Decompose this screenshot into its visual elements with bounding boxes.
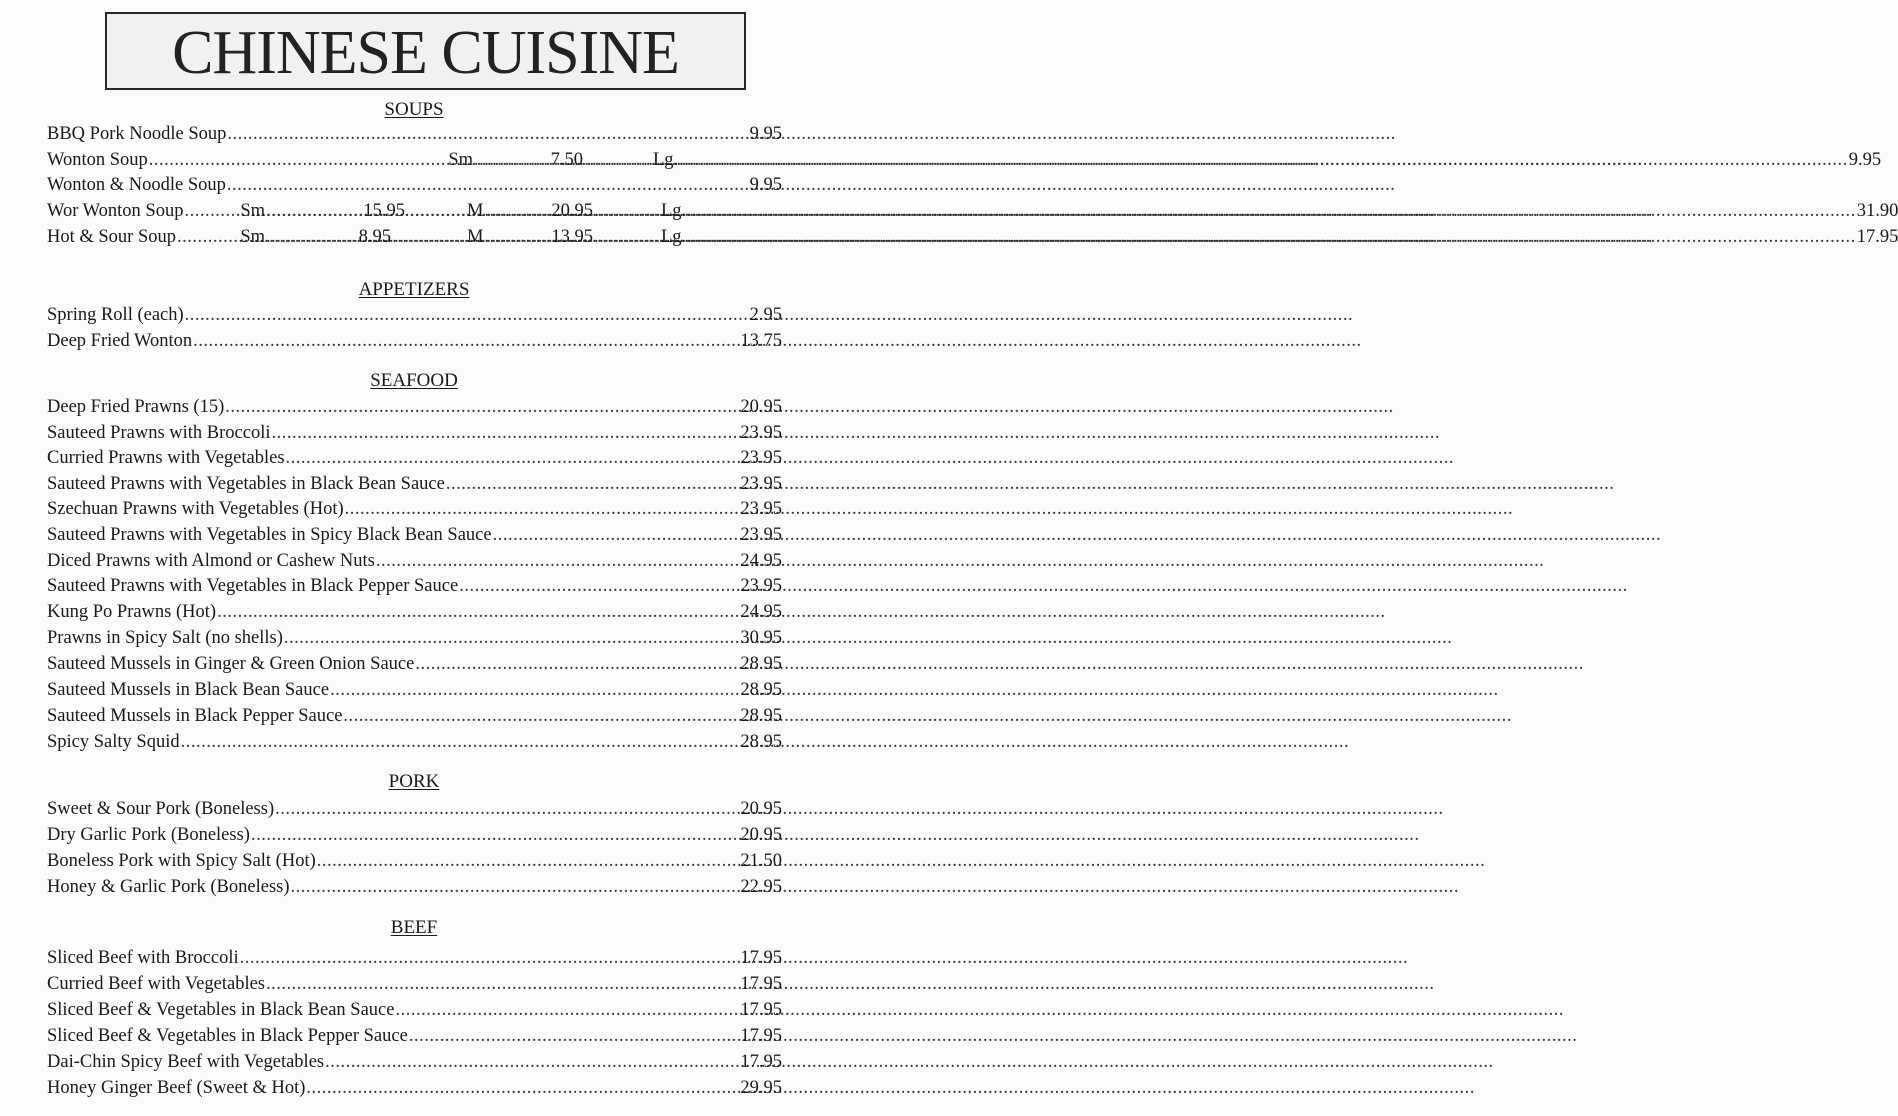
menu-item xyxy=(47,626,782,650)
price-sm: 7.50 xyxy=(550,150,583,170)
item-price: 17.95 xyxy=(740,1000,782,1020)
leader-dots xyxy=(240,946,740,970)
item-price: 28.95 xyxy=(740,706,782,726)
item-name: Sliced Beef & Vegetables in Black Bean Sauce xyxy=(47,1000,395,1020)
menu-item xyxy=(47,523,782,547)
leader-dots xyxy=(227,173,749,197)
menu-item xyxy=(47,199,1898,223)
leader-dots xyxy=(459,574,739,598)
size-label-lg: Lg. xyxy=(661,227,687,247)
item-name: Wonton Soup xyxy=(47,150,148,170)
section-heading-beef: BEEF xyxy=(390,917,438,938)
menu-item xyxy=(47,446,782,470)
item-price: 13.75 xyxy=(740,331,782,351)
leader-dots xyxy=(687,225,1856,249)
item-name: Spicy Salty Squid xyxy=(47,732,180,752)
menu-item xyxy=(47,497,782,521)
item-name: Hot & Sour Soup xyxy=(47,227,177,247)
menu-item xyxy=(47,998,782,1022)
item-name: Sauteed Prawns with Vegetables in Spicy Black Bean Sauce xyxy=(47,525,492,545)
leader-dots xyxy=(266,972,739,996)
item-name: Sauteed Prawns with Vegetables in Black Bean Sauce xyxy=(47,474,445,494)
item-price: 23.95 xyxy=(740,576,782,596)
menu-item xyxy=(47,678,782,702)
leader-dots xyxy=(284,626,740,650)
leader-dots xyxy=(317,849,740,873)
leader-dots xyxy=(446,472,740,496)
item-price: 17.95 xyxy=(740,948,782,968)
item-price: 23.95 xyxy=(740,525,782,545)
menu-item xyxy=(47,173,782,197)
item-price: 20.95 xyxy=(740,397,782,417)
item-price: 20.95 xyxy=(740,799,782,819)
menu-item xyxy=(47,600,782,624)
price-m: 13.95 xyxy=(551,227,593,247)
menu-item xyxy=(47,1076,782,1100)
item-name: Kung Po Prawns (Hot) xyxy=(47,602,217,622)
menu-item xyxy=(47,549,782,573)
item-name: Deep Fried Prawns (15) xyxy=(47,397,225,417)
menu-item xyxy=(47,574,782,598)
size-label-m: M xyxy=(467,201,484,221)
size-label-lg: Lg. xyxy=(661,201,687,221)
item-price: 9.95 xyxy=(749,175,782,195)
item-name: Sauteed Mussels in Black Bean Sauce xyxy=(47,680,330,700)
menu-item xyxy=(47,1024,782,1048)
leader-dots xyxy=(484,225,550,249)
item-name: Diced Prawns with Almond or Cashew Nuts xyxy=(47,551,375,571)
item-price: 17.95 xyxy=(740,1026,782,1046)
leader-dots xyxy=(181,730,740,754)
leader-dots xyxy=(345,497,740,521)
item-name: BBQ Pork Noodle Soup xyxy=(47,124,227,144)
leader-dots xyxy=(217,600,739,624)
leader-dots xyxy=(409,1024,740,1048)
item-name: Prawns in Spicy Salt (no shells) xyxy=(47,628,283,648)
item-name: Dry Garlic Pork (Boneless) xyxy=(47,825,250,845)
item-price: 9.95 xyxy=(749,124,782,144)
item-price: 24.95 xyxy=(740,551,782,571)
item-price: 28.95 xyxy=(740,732,782,752)
leader-dots xyxy=(395,998,739,1022)
leader-dots xyxy=(474,148,550,172)
menu-item xyxy=(47,875,782,899)
menu-item xyxy=(47,797,782,821)
section-heading-pork: PORK xyxy=(388,771,440,792)
item-name: Wonton & Noodle Soup xyxy=(47,175,226,195)
leader-dots xyxy=(325,1050,739,1074)
menu-item xyxy=(47,704,782,728)
price-sm: 15.95 xyxy=(363,201,405,221)
item-name: Honey Ginger Beef (Sweet & Hot) xyxy=(47,1078,306,1098)
item-price: 17.95 xyxy=(740,1052,782,1072)
leader-dots xyxy=(275,797,739,821)
item-name: Sweet & Sour Pork (Boneless) xyxy=(47,799,275,819)
leader-dots xyxy=(484,199,550,223)
size-label-lg: Lg. xyxy=(653,150,679,170)
menu-item xyxy=(47,946,782,970)
price-lg: 9.95 xyxy=(1848,150,1882,170)
leader-dots xyxy=(193,329,739,353)
menu-item xyxy=(47,421,782,445)
menu-item xyxy=(47,472,782,496)
price-m: 20.95 xyxy=(551,201,593,221)
menu-item xyxy=(47,148,1882,172)
item-price: 23.95 xyxy=(740,474,782,494)
item-name: Dai-Chin Spicy Beef with Vegetables xyxy=(47,1052,325,1072)
item-price: 23.95 xyxy=(740,448,782,468)
size-label-sm: Sm xyxy=(448,150,473,170)
leader-dots xyxy=(251,823,739,847)
leader-dots xyxy=(225,395,739,419)
leader-dots xyxy=(177,225,239,249)
item-name: Curried Prawns with Vegetables xyxy=(47,448,285,468)
menu-item xyxy=(47,972,782,996)
size-label-sm: Sm xyxy=(240,227,265,247)
item-price: 24.95 xyxy=(740,602,782,622)
leader-dots xyxy=(330,678,739,702)
leader-dots xyxy=(184,199,239,223)
leader-dots xyxy=(227,122,748,146)
price-lg: 17.95 xyxy=(1856,227,1898,247)
leader-dots xyxy=(286,446,740,470)
leader-dots xyxy=(185,303,749,327)
menu-title-box xyxy=(105,12,746,90)
menu-item xyxy=(47,303,782,327)
menu-item xyxy=(47,1050,782,1074)
item-price: 22.95 xyxy=(740,877,782,897)
item-price: 23.95 xyxy=(740,423,782,443)
leader-dots xyxy=(376,549,740,573)
item-name: Sauteed Prawns with Broccoli xyxy=(47,423,271,443)
leader-dots xyxy=(149,148,448,172)
item-price: 17.95 xyxy=(740,974,782,994)
item-price: 2.95 xyxy=(749,305,782,325)
menu-item xyxy=(47,730,782,754)
item-name: Sauteed Prawns with Vegetables in Black Pepper Sauce xyxy=(47,576,459,596)
section-heading-seafood: SEAFOOD xyxy=(370,370,458,391)
price-lg: 31.90 xyxy=(1856,201,1898,221)
menu-title: CHINESE CUISINE xyxy=(172,19,679,87)
leader-dots xyxy=(266,225,358,249)
item-price: 29.95 xyxy=(740,1078,782,1098)
item-name: Spring Roll (each) xyxy=(47,305,184,325)
menu-item xyxy=(47,849,782,873)
leader-dots xyxy=(493,523,740,547)
size-label-sm: Sm xyxy=(240,201,265,221)
menu-item xyxy=(47,823,782,847)
item-name: Curried Beef with Vegetables xyxy=(47,974,265,994)
section-heading-soups: SOUPS xyxy=(384,99,444,120)
price-sm: 8.95 xyxy=(358,227,391,247)
leader-dots xyxy=(272,421,740,445)
menu-item xyxy=(47,652,782,676)
leader-dots xyxy=(415,652,739,676)
item-name: Wor Wonton Soup xyxy=(47,201,184,221)
item-name: Honey & Garlic Pork (Boneless) xyxy=(47,877,290,897)
menu-item xyxy=(47,225,1898,249)
size-label-m: M xyxy=(467,227,484,247)
item-name: Szechuan Prawns with Vegetables (Hot) xyxy=(47,499,344,519)
menu-item xyxy=(47,122,782,146)
item-price: 30.95 xyxy=(740,628,782,648)
item-price: 21.50 xyxy=(740,851,782,871)
section-heading-appetizers: APPETIZERS xyxy=(358,279,470,300)
menu-item xyxy=(47,329,782,353)
leader-dots xyxy=(687,199,1856,223)
item-price: 23.95 xyxy=(740,499,782,519)
item-name: Sliced Beef & Vegetables in Black Pepper Sauce xyxy=(47,1026,408,1046)
item-name: Sauteed Mussels in Black Pepper Sauce xyxy=(47,706,343,726)
leader-dots xyxy=(266,199,362,223)
leader-dots xyxy=(679,148,1848,172)
item-name: Sauteed Mussels in Ginger & Green Onion Sauce xyxy=(47,654,415,674)
item-name: Sliced Beef with Broccoli xyxy=(47,948,239,968)
item-name: Boneless Pork with Spicy Salt (Hot) xyxy=(47,851,316,871)
leader-dots xyxy=(291,875,740,899)
item-price: 20.95 xyxy=(740,825,782,845)
menu-item xyxy=(47,395,782,419)
item-price: 28.95 xyxy=(740,680,782,700)
item-price: 28.95 xyxy=(740,654,782,674)
leader-dots xyxy=(306,1076,739,1100)
item-name: Deep Fried Wonton xyxy=(47,331,193,351)
leader-dots xyxy=(343,704,739,728)
